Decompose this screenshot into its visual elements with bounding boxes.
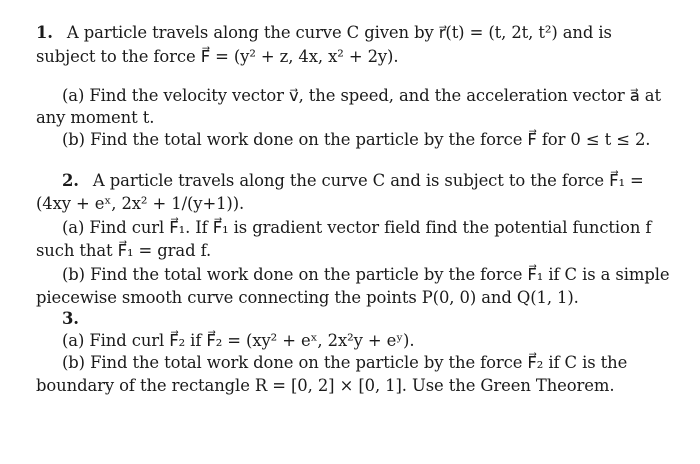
problem-2a-line-2: such that F⃗₁ = grad f. (36, 241, 212, 260)
problem-2b-line-2: piecewise smooth curve connecting the points P(0, 0) and Q(1, 1). (36, 288, 579, 307)
problem-1b-line-1: (b) Find the total work done on the particle by the force F⃗ for 0 ≤ t ≤ 2. (62, 130, 651, 149)
problem-3b-line-2: boundary of the rectangle R = [0, 2] × [0, 1]. Use the Green Theorem. (36, 376, 615, 395)
problem-1-statement-line-2: subject to the force F⃗ = (y² + z, 4x, x² + 2y). (36, 47, 399, 66)
problem-1a-line-2: any moment t. (36, 108, 155, 127)
problem-2a-line-1: (a) Find curl F⃗₁. If F⃗₁ is gradient vector field find the potential function f (62, 218, 652, 237)
problem-3a-line-1: (a) Find curl F⃗₂ if F⃗₂ = (xy² + eˣ, 2x²y + eʸ). (62, 331, 415, 350)
problem-1-statement-line-1: 1. A particle travels along the curve C given by r⃗(t) = (t, 2t, t²) and is (36, 23, 612, 42)
problem-3b-line-1: (b) Find the total work done on the particle by the force F⃗₂ if C is the (62, 353, 628, 372)
problem-3-number: 3. (62, 309, 79, 328)
problem-1-number: 1. (36, 23, 53, 42)
problem-2-number: 2. (62, 171, 79, 190)
problem-1a-line-1: (a) Find the velocity vector v⃗, the speed, and the acceleration vector a⃗ at (62, 86, 661, 105)
problem-2-statement-line-2: (4xy + eˣ, 2x² + 1/(y+1)). (36, 194, 245, 213)
problem-2-statement-line-1: 2. A particle travels along the curve C and is subject to the force F⃗₁ = (62, 171, 644, 190)
problem-2b-line-1: (b) Find the total work done on the particle by the force F⃗₁ if C is a simple (62, 265, 670, 284)
problem-3-number-line (62, 308, 79, 330)
